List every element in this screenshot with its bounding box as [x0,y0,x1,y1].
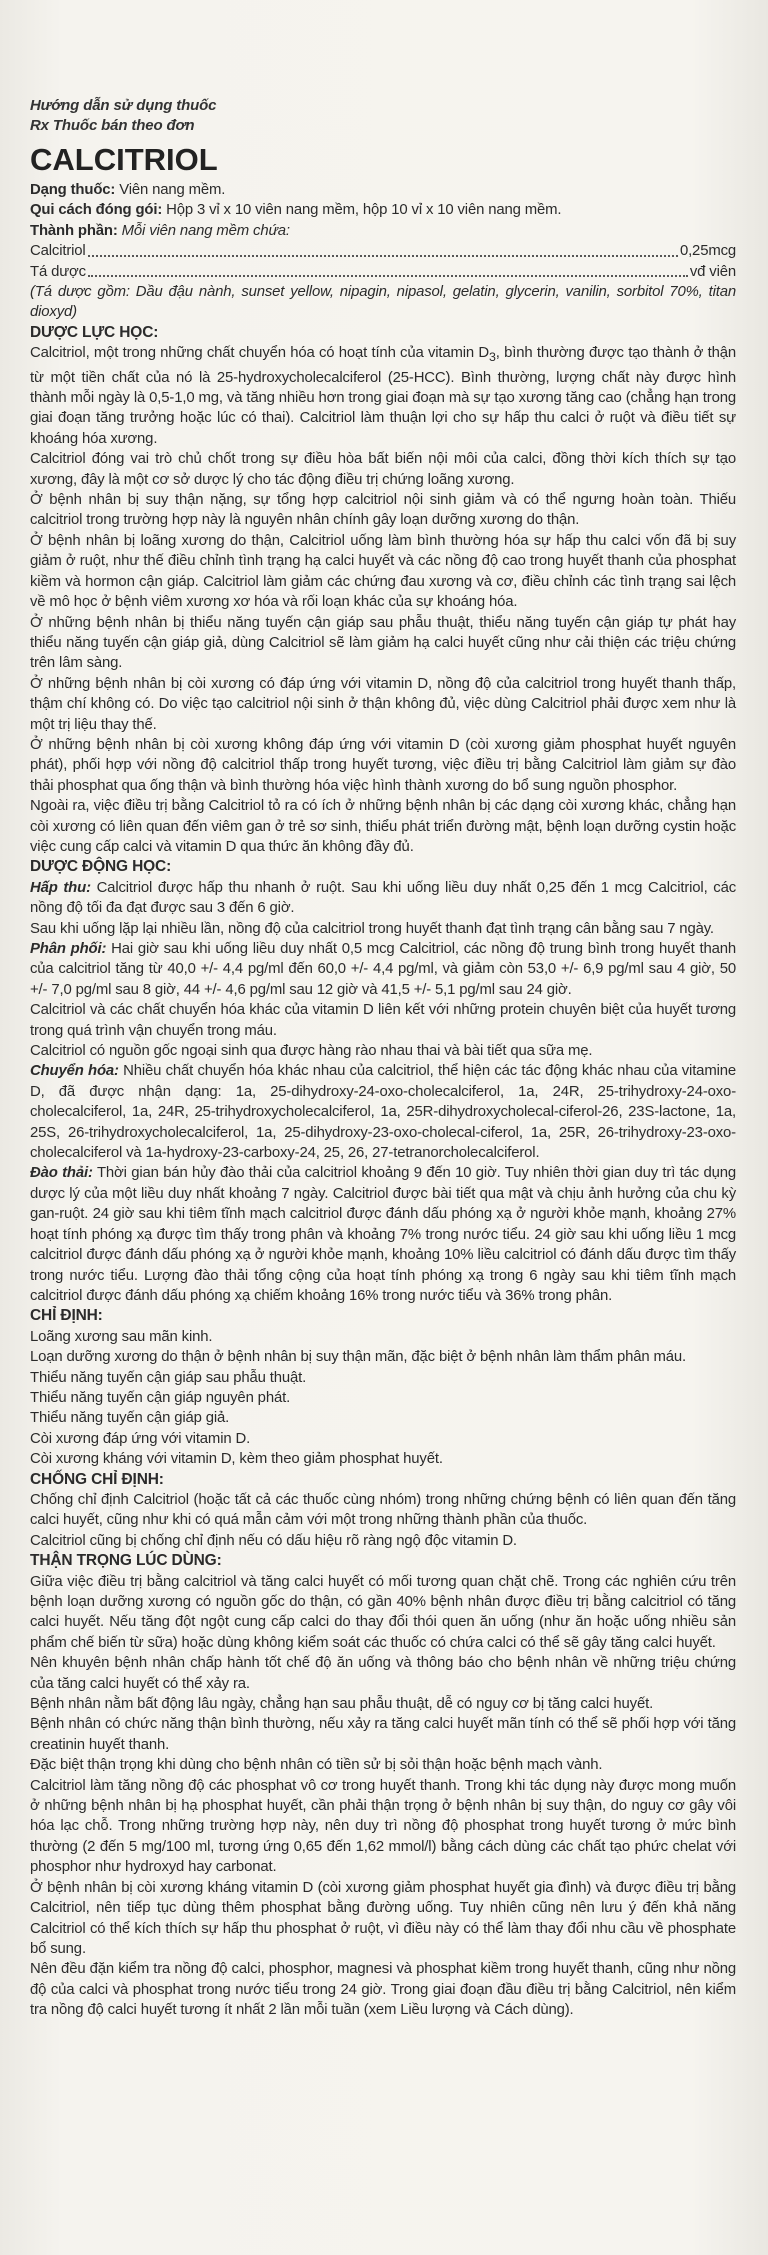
indication-item: Thiểu năng tuyến cận giáp sau phẫu thuật. [30,1369,307,1386]
dosage-label: Dạng thuốc: [30,182,116,198]
precaution-paragraph-5: Đặc biệt thận trọng khi dùng cho bệnh nhân có tiền sử bị sỏi thận hoặc bệnh mạch vành. [30,1757,603,1774]
pd-paragraph-6: Ở những bệnh nhân bị còi xương có đáp ứng với vitamin D, nồng độ của calcitriol trong huyết thanh thấp, thậm chí không có. Do việc tạo calcitriol nội sinh ở thận không đủ, việc dùng Calcitriol phải được xem như là một trị liệu thay thế. [30,675,736,733]
pack-value: Hộp 3 vỉ x 10 viên nang mềm, hộp 10 vỉ x 10 viên nang mềm. [162,202,562,219]
ingredient-value: 0,25mcg [679,243,736,260]
dosage-value: Viên nang mềm. [115,182,226,198]
indication-item: Loạn dưỡng xương do thận ở bệnh nhân bị suy thận mãn, đặc biệt ở bệnh nhân làm thẩm phân máu. [30,1349,687,1366]
excipient-value: vđ viên [689,263,736,280]
pack-label: Qui cách đóng gói: [30,202,163,219]
metabolism-label: Chuyển hóa: [30,1063,119,1080]
distribution-paragraph-3: Calcitriol có nguồn gốc ngoại sinh qua được hàng rào nhau thai và bài tiết qua sữa mẹ. [30,1043,593,1060]
excipient-row [30,262,736,282]
contraindications-heading: CHỐNG CHỈ ĐỊNH: [30,1470,164,1488]
excipient-name: Tá dược [30,263,86,280]
excretion-label: Đào thải: [30,1165,93,1182]
pd-paragraph-5: Ở những bệnh nhân bị thiểu năng tuyến cận giáp sau phẫu thuật, thiểu năng tuyến cận giáp tự phát hay thiểu năng tuyến cận giáp giả, dùng Calcitriol sẽ làm giảm hạ calci huyết cũng như cải thiện các triệu chứng trên lâm sàng. [30,614,736,672]
absorption-text: Calcitriol được hấp thu nhanh ở ruột. Sau khi uống liều duy nhất 0,25 đến 1 mcg Calcitriol, các nồng độ tối đa đạt được sau 3 đến 6 giờ. [30,879,736,917]
excipient-note: (Tá dược gồm: Dầu đậu nành, sunset yellow, nipagin, nipasol, gelatin, glycerin, vanilin, sorbitol 70%, titan dioxyd) [30,284,736,321]
precaution-paragraph-2: Nên khuyên bệnh nhân chấp hành tốt chế độ ăn uống và thông báo cho bệnh nhân về những triệu chứng của tăng calci huyết có thể xảy ra. [30,1655,736,1692]
contraindication-paragraph-1: Chống chỉ định Calcitriol (hoặc tất cả các thuốc cùng nhóm) trong những chứng bệnh có liên quan đến tăng calci huyết, cũng như khi có quá mẫn cảm với một trong những thành phần của thuốc. [30,1491,736,1529]
precaution-paragraph-7: Ở bệnh nhân bị còi xương kháng vitamin D (còi xương giảm phosphat huyết gia đình) và được điều trị bằng Calcitriol, nên tiếp tục dùng thêm phosphat bằng đường uống. Tuy nhiên cũng nên lưu ý đến khả năng Calcitriol có thể kích thích sự hấp thu phosphat ở ruột, vì điều này có thể làm thay đổi nhu cầu về phosphate bổ sung. [30,1879,736,1957]
pd-paragraph-4: Ở bệnh nhân bị loãng xương do thận, Calcitriol uống làm bình thường hóa sự hấp thu calci vốn đã bị suy giảm ở ruột, như thế điều chỉnh tình trạng hạ calci huyết và các nồng độ cao trong huyết thanh của phosphat kiềm và hormon cận giáp. Calcitriol làm giảm các chứng đau xương và cơ, điều chỉnh các tình trạng sai lệch về mô học ở bệnh viêm xương xơ hóa và rối loạn khác của sự khoáng hóa. [30,532,736,611]
dosage-form [30,180,736,200]
absorption-paragraph-2: Sau khi uống lặp lại nhiều lần, nồng độ của calcitriol trong huyết thanh đạt tình trạng cân bằng sau 7 ngày. [30,920,714,937]
pd-paragraph-8: Ngoài ra, việc điều trị bằng Calcitriol tỏ ra có ích ở những bệnh nhân bị các dạng còi xương khác, chẳng hạn còi xương có liên quan đến viêm gan ở trẻ sơ sinh, thiểu phát triển đường mật, bệnh loạn dưỡng cystin hoặc việc cung cấp calci và vitamin D qua thức ăn không đầy đủ. [30,798,736,855]
pharmacokinetics-heading: DƯỢC ĐỘNG HỌC: [30,858,172,876]
excretion-text: Thời gian bán hủy đào thải của calcitriol khoảng 9 đến 10 giờ. Tuy nhiên thời gian duy trì tác dụng dược lý của một liều duy nhất khoảng 7 ngày. Calcitriol được bài tiết qua mật và chịu ảnh hưởng của chu kỳ gan-ruột. 24 giờ sau khi tiêm tĩnh mạch calcitriol được đánh dấu phóng xạ ở người khỏe mạnh, khoảng 27% hoạt tính phóng xạ được tìm thấy trong phân và khoảng 7% trong nước tiểu. 24 giờ sau khi uống liều 1 mcg calcitriol được đánh dấu phóng xạ ở người khỏe mạnh, khoảng 10% liều calcitriol có đánh dấu được tìm thấy trong nước tiểu. Lượng đào thải tổng cộng của hoạt tính phóng xạ trong 6 ngày sau khi tiêm tĩnh mạch calcitriol được đánh dấu phóng xạ chiếm khoảng 16% trong nước tiểu và 36% trong phân. [30,1165,736,1304]
pd-p1-start: Calcitriol, một trong những chất chuyển hóa có hoạt tính của vitamin D [30,345,490,362]
indication-item: Còi xương đáp ứng với vitamin D. [30,1430,251,1447]
indications-heading: CHỈ ĐỊNH: [30,1307,103,1325]
indication-item: Thiểu năng tuyến cận giáp nguyên phát. [30,1389,291,1406]
drug-title: CALCITRIOL [30,142,218,177]
composition [30,221,736,241]
distribution-text: Hai giờ sau khi uống liều duy nhất 0,5 mcg Calcitriol, các nồng độ trung bình trong huyết thanh của calcitriol tăng từ 40,0 +/- 4,4 pg/ml đến 60,0 +/- 4,4 pg/ml, và giảm còn 53,0 +/- 6,9 pg/ml sau 4 giờ, 50 +/- 7,0 pg/ml sau 8 giờ, 44 +/- 4,6 pg/ml sau 12 giờ và 41,5 +/- 5,1 pg/ml sau 24 giờ. [30,941,736,998]
comp-value: Mỗi viên nang mềm chứa: [117,222,290,239]
precaution-paragraph-6: Calcitriol làm tăng nồng độ các phosphat vô cơ trong huyết thanh. Trong khi tác dụng này được mong muốn ở những bệnh nhân bị hạ phosphat huyết, cần phải thận trọng ở bệnh nhân bị suy thận, do nguy cơ gây vôi hóa lạc chỗ. Trong những trường hợp này, nên duy trì nồng độ phosphat trong huyết tương ở mức bình thường (2 đến 5 mg/100 ml, tương ứng 0,65 đến 1,62 mmol/l) bằng cách dùng các chất tạo phức chelat với phosphor như hydroxyd hay carbonat. [30,1777,736,1876]
indication-item: Còi xương kháng với vitamin D, kèm theo giảm phosphat huyết. [30,1451,443,1468]
dot-leader [88,275,688,277]
pd-paragraph-2: Calcitriol đóng vai trò chủ chốt trong sự điều hòa bất biến nội môi của calci, đồng thời kích thích sự tạo xương, đây là một cơ sở dược lý cho tác động điều trị chứng loãng xương. [30,451,736,488]
pd-paragraph-7: Ở những bệnh nhân bị còi xương không đáp ứng với vitamin D (còi xương giảm phosphat huyết nguyên phát), phối hợp với nồng độ calcitriol thấp trong huyết tương, việc điều trị bằng Calcitriol làm giảm sự đào thải phosphat qua ống thận và bình thường hóa việc hình thành xương do bổ sung nguồn phosphor. [30,736,736,794]
prescription-line: Rx Thuốc bán theo đơn [30,117,195,134]
absorption-paragraph [30,878,736,919]
pharmacodynamics-heading: DƯỢC LỰC HỌC: [30,323,159,341]
excretion-paragraph [30,1163,736,1306]
comp-label: Thành phần: [30,222,118,239]
precautions-heading: THẬN TRỌNG LÚC DÙNG: [30,1552,222,1570]
pd-paragraph-1 [30,343,736,449]
precaution-paragraph-1: Giữa việc điều trị bằng calcitriol và tăng calci huyết có mối tương quan chặt chẽ. Trong các nghiên cứu trên bệnh loạn dưỡng xương có nguồn gốc do thận, có gần 40% bệnh nhân được điều trị bằng calcitriol có tăng calci huyết. Nếu tăng đột ngột cung cấp calci do thay đổi thói quen ăn uống (như ăn hoặc uống nhiều sản phẩm chế biến từ sữa) hoặc dùng không kiểm soát các thuốc có chứa calci có thể sẽ gây tăng calci huyết. [30,1573,736,1651]
absorption-label: Hấp thu: [30,879,91,896]
ingredient-name: Calcitriol [30,243,86,260]
pd-p1-end: , bình thường được tạo thành ở thận từ một tiền chất của nó là 25-hydroxycholecalciferol (25-HCC). Bình thường, lượng chất này được hình thành mỗi ngày là 0,5-1,0 mg, và tăng nhiều hơn trong giai đoạn mà sự tạo xương tăng cao (chẳng hạn trong giai đoạn tăng trưởng hoặc lúc có thai). Calcitriol làm thuận lợi cho sự hấp thu calci ở ruột và điều tiết sự khoáng hóa xương. [30,345,736,447]
pd-paragraph-3: Ở bệnh nhân bị suy thận nặng, sự tổng hợp calcitriol nội sinh giảm và có thể ngưng hoàn toàn. Thiếu calcitriol trong trường hợp này là nguyên nhân chính gây loạn dưỡng xương do thận. [30,492,736,529]
indication-item: Loãng xương sau mãn kinh. [30,1328,213,1345]
contraindication-paragraph-2: Calcitriol cũng bị chống chỉ định nếu có dấu hiệu rõ ràng ngộ độc vitamin D. [30,1532,517,1549]
metabolism-paragraph [30,1061,736,1163]
vitamin-subscript: 3 [489,350,496,365]
leaflet-content [30,96,736,2021]
precaution-paragraph-3: Bệnh nhân nằm bất động lâu ngày, chẳng hạn sau phẫu thuật, dễ có nguy cơ bị tăng calci huyết. [30,1696,654,1713]
distribution-paragraph [30,939,736,1000]
distribution-paragraph-2: Calcitriol và các chất chuyển hóa khác của vitamin D liên kết với những protein chuyên biệt của huyết tương trong quá trình vận chuyển trong máu. [30,1002,736,1039]
precaution-paragraph-4: Bệnh nhân có chức năng thận bình thường, nếu xảy ra tăng calci huyết mãn tính có thể sẽ phối hợp với tăng creatinin huyết thanh. [30,1716,736,1753]
ingredient-row [30,241,736,261]
metabolism-text: Nhiều chất chuyển hóa khác nhau của calcitriol, thể hiện các tác động khác nhau của vitamine D, đã được nhận dạng: 1a, 25-dihydroxy-24-oxo-cholecalciferol, 1a, 24R, 25-trihydroxy-24-oxo-cholecalciferol, 1a, 24R, 25-trihydroxycholecalciferol, 1a, 25R-dihydroxycholecal-ciferol-26, 23S-lactone, 1a, 25S, 26-trihydroxycholecalciferol, 1a, 25-dihydroxy-23-oxo-cholecal-ciferol, 1a, 25R, 26-trihydroxy-23-oxo-cholecalciferol và 1a-hydroxy-23-carboxy-24, 25, 26, 27-tetranorcholecalciferol. [30,1063,736,1162]
precaution-paragraph-8: Nên đều đặn kiểm tra nồng độ calci, phosphor, magnesi và phosphat kiềm trong huyết thanh, cũng như nồng độ của calci và phosphat trong nước tiểu trong 24 giờ. Trong giai đoạn đầu điều trị bằng Calcitriol, nên kiểm tra nồng độ calci huyết tương ít nhất 2 lần mỗi tuần (xem Liều lượng và Cách dùng). [30,1961,736,2019]
indication-item: Thiểu năng tuyến cận giáp giả. [30,1410,230,1427]
usage-guide-line: Hướng dẫn sử dụng thuốc [30,97,217,114]
dot-leader [88,255,678,257]
distribution-label: Phân phối: [30,941,107,957]
packaging [30,200,736,220]
